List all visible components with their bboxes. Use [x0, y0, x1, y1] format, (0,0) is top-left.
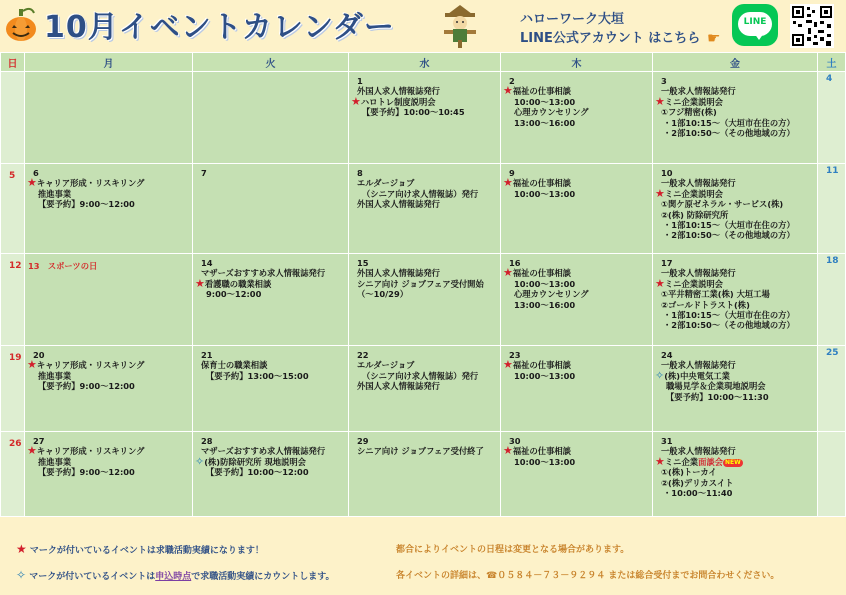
day-cell-sunday: 19 [1, 346, 25, 432]
event-line [656, 210, 815, 220]
event-line [656, 199, 815, 209]
holiday-label: 13 スポーツの日 [28, 261, 98, 271]
event-line [504, 289, 650, 299]
day-number: 1 [357, 76, 363, 86]
event-line [504, 189, 650, 199]
event-text: ・1部10:15～（大垣市在住の方） [663, 310, 795, 321]
day-cell-saturday: 4 [818, 72, 846, 164]
footer-notes [0, 530, 845, 595]
day-number: 22 [357, 350, 369, 360]
event-text: （シニア向け求人情報誌）発行 [362, 370, 479, 381]
event-text: 10:00～13:00 [514, 278, 576, 289]
day-cell [653, 254, 818, 346]
day-cell [653, 72, 818, 164]
star-icon: ★ [351, 94, 361, 108]
event-line [195, 276, 346, 290]
event-text: ハロトレ制度説明会 [360, 96, 436, 107]
event-text: 福祉の仕事相談 [512, 86, 571, 97]
event-line [352, 371, 498, 381]
week-row [1, 432, 846, 517]
event-line [28, 381, 190, 391]
event-text: 一般求人情報誌発行 [661, 268, 736, 279]
event-text: ・2部10:50～（その他地域の方） [663, 128, 795, 139]
event-text: 【要予約】10:00～12:00 [206, 467, 309, 478]
event-line [352, 107, 498, 117]
event-line [504, 457, 650, 467]
event-line [352, 178, 498, 188]
star-icon: ★ [503, 84, 513, 98]
page-title: 10月イベントカレンダー [44, 10, 395, 45]
sparkle-icon: ✧ [16, 568, 27, 582]
day-number: 20 [33, 350, 45, 360]
event-line [656, 381, 815, 391]
event-line [28, 371, 190, 381]
event-line [28, 467, 190, 477]
event-line [352, 360, 498, 370]
day-number: 14 [201, 258, 213, 268]
day-cell [25, 72, 193, 164]
event-text: マザーズおすすめ求人情報誌発行 [201, 446, 326, 457]
event-text: 10:00～13:00 [514, 188, 576, 199]
day-number: 28 [201, 436, 213, 446]
event-line [196, 360, 346, 370]
event-text: 一般求人情報誌発行 [661, 86, 736, 97]
star-icon: ★ [27, 358, 37, 372]
star-icon: ★ [503, 266, 513, 280]
event-text: 福祉の仕事相談 [512, 446, 571, 457]
day-number: 3 [661, 76, 667, 86]
event-text: 外国人求人情報誌発行 [357, 381, 440, 392]
weekday-tue: 火 [193, 53, 349, 72]
event-line [28, 189, 190, 199]
day-number: 16 [509, 258, 521, 268]
event-text: 10:00～13:00 [514, 370, 576, 381]
new-badge: NEW [724, 458, 741, 466]
sparkle-icon: ✧ [655, 368, 665, 382]
event-text: ・1部10:15～（大垣市在住の方） [663, 117, 795, 128]
event-text: シニア向け ジョブフェア受付開始 [357, 278, 484, 289]
event-line [655, 276, 815, 290]
star-icon: ★ [16, 542, 27, 556]
weekday-mon: 月 [25, 53, 193, 72]
event-text: シニア向け ジョブフェア受付終了 [357, 446, 484, 457]
day-cell [193, 72, 349, 164]
week-row [1, 254, 846, 346]
event-text: ミニ企業 [664, 456, 699, 467]
event-text: 一般求人情報誌発行 [661, 360, 736, 371]
line-logo-text: LINE [743, 17, 767, 27]
scarecrow-icon [442, 4, 478, 48]
event-line [28, 446, 190, 456]
event-line [504, 360, 650, 370]
event-text: 13:00～16:00 [514, 117, 576, 128]
star-icon: ★ [27, 176, 37, 190]
day-cell [25, 254, 193, 346]
day-cell [653, 164, 818, 254]
star-icon: ★ [503, 444, 513, 458]
event-text: ②(株) 防除研究所 [661, 209, 729, 220]
line-account-link[interactable]: LINE公式アカウント はこちら [520, 31, 701, 46]
event-text: キャリア形成・リスキリング [36, 446, 145, 457]
day-cell-sunday: 26 [1, 432, 25, 517]
event-text: 推進事業 [38, 370, 72, 381]
event-text: 【要予約】10:00～10:45 [362, 107, 465, 118]
event-line [655, 454, 815, 468]
day-cell [349, 432, 501, 517]
event-text: 13:00～16:00 [514, 299, 576, 310]
weekday-header-row [1, 53, 846, 72]
event-line [655, 368, 815, 382]
event-line [28, 199, 190, 209]
event-line [352, 279, 498, 289]
event-text: ①関ケ原ゼネラル・サービス(株) [661, 199, 784, 210]
star-icon: ★ [655, 276, 665, 290]
event-text: ・2部10:50～（その他地域の方） [663, 230, 795, 241]
event-text: 【要予約】9:00～12:00 [38, 381, 135, 392]
event-text: 推進事業 [38, 456, 72, 467]
event-line [504, 300, 650, 310]
page-header [0, 0, 845, 52]
day-cell-saturday: 25 [818, 346, 846, 432]
event-text: 一般求人情報誌発行 [661, 446, 736, 457]
day-number: 23 [509, 350, 521, 360]
event-line [656, 478, 815, 488]
contact-note: 各イベントの詳細は、☎０５８４－７３－９２９４ または総合受付までお問合わせください。 [396, 571, 780, 581]
day-cell-saturday [818, 432, 846, 517]
event-text: エルダージョブ [357, 178, 415, 189]
event-text: 福祉の仕事相談 [512, 268, 571, 279]
event-line [656, 289, 815, 299]
event-text: 福祉の仕事相談 [512, 178, 571, 189]
event-line [504, 446, 650, 456]
event-line [656, 392, 815, 402]
event-text: 外国人求人情報誌発行 [357, 268, 440, 279]
star-icon: ★ [655, 186, 665, 200]
event-text: マザーズおすすめ求人情報誌発行 [201, 268, 326, 279]
event-text: 【要予約】9:00～12:00 [38, 467, 135, 478]
sparkle-legend-pre: マークが付いているイベントは [29, 572, 156, 582]
day-cell [653, 346, 818, 432]
day-cell-sunday [1, 72, 25, 164]
pointing-hand-icon: ☛ [707, 29, 721, 47]
event-line [656, 300, 815, 310]
event-line [195, 454, 346, 468]
event-line [28, 457, 190, 467]
event-line [656, 488, 815, 498]
day-cell [349, 346, 501, 432]
event-line [504, 86, 650, 96]
event-text: 【要予約】9:00～12:00 [38, 199, 135, 210]
day-cell [501, 346, 653, 432]
event-text: 心理カウンセリング [514, 107, 589, 118]
weekday-wed: 水 [349, 53, 501, 72]
event-text: 心理カウンセリング [514, 289, 589, 300]
event-text: ミニ企業説明会 [664, 96, 723, 107]
sparkle-legend-post: で求職活動実績にカウントします。 [191, 572, 335, 582]
day-cell [501, 432, 653, 517]
day-cell [25, 164, 193, 254]
event-line [196, 289, 346, 299]
event-line [656, 220, 815, 230]
event-line [656, 128, 815, 138]
day-cell-sunday: 12 [1, 254, 25, 346]
event-text: 10:00～13:00 [514, 96, 576, 107]
day-number: 15 [357, 258, 369, 268]
event-line [28, 178, 190, 188]
office-name: ハローワーク大垣 [520, 12, 625, 27]
event-text: 【要予約】13:00～15:00 [206, 370, 309, 381]
day-number: 21 [201, 350, 213, 360]
weekday-sun: 日 [1, 53, 25, 72]
sparkle-icon: ✧ [195, 454, 205, 468]
event-line [655, 94, 815, 108]
event-line [196, 446, 346, 456]
day-number: 24 [661, 350, 673, 360]
event-line [504, 107, 650, 117]
qr-code[interactable] [790, 4, 834, 48]
star-icon: ★ [503, 358, 513, 372]
event-text: ①(株)トーカイ [661, 467, 717, 478]
event-text: (株)防除研究所 現地説明会 [204, 456, 306, 467]
event-line [504, 118, 650, 128]
event-text: 保育士の職業相談 [201, 360, 268, 371]
event-line [656, 230, 815, 240]
event-line [656, 310, 815, 320]
weekday-fri: 金 [653, 53, 818, 72]
calendar-grid [0, 52, 846, 517]
day-cell-saturday: 11 [818, 164, 846, 254]
event-text: （シニア向け求人情報誌）発行 [362, 188, 479, 199]
event-text: 10:00～13:00 [514, 456, 576, 467]
day-number: 2 [509, 76, 515, 86]
event-line [504, 268, 650, 278]
event-text: ②ゴールドトラスト(株) [661, 299, 750, 310]
day-number: 10 [661, 168, 673, 178]
event-text: ①フジ精密(株) [661, 107, 717, 118]
event-text: 9:00～12:00 [206, 289, 262, 300]
event-line [196, 371, 346, 381]
sparkle-legend [16, 568, 335, 582]
event-text: キャリア形成・リスキリング [36, 360, 145, 371]
event-text: ・10:00～11:40 [663, 488, 733, 499]
event-line [352, 446, 498, 456]
star-legend [16, 542, 264, 556]
event-text: 外国人求人情報誌発行 [357, 199, 440, 210]
day-cell [193, 164, 349, 254]
event-text: ミニ企業説明会 [664, 188, 723, 199]
star-icon: ★ [195, 276, 205, 290]
star-legend-text: マークが付いているイベントは求職活動実績になります！ [29, 546, 264, 556]
day-number: 30 [509, 436, 521, 446]
star-icon: ★ [655, 454, 665, 468]
event-line [28, 360, 190, 370]
event-line [656, 446, 815, 456]
event-text: キャリア形成・リスキリング [36, 178, 145, 189]
event-text: 一般求人情報誌発行 [661, 178, 736, 189]
event-text: (株)中央電気工業 [664, 370, 730, 381]
day-cell [349, 72, 501, 164]
star-icon: ★ [27, 444, 37, 458]
day-cell [349, 164, 501, 254]
event-text: 【要予約】10:00～11:30 [666, 391, 769, 402]
day-cell [193, 432, 349, 517]
day-cell [349, 254, 501, 346]
day-number: 27 [33, 436, 45, 446]
event-line [655, 186, 815, 200]
event-line [352, 289, 498, 299]
day-cell [25, 432, 193, 517]
day-number: 7 [201, 168, 207, 178]
week-row [1, 164, 846, 254]
day-cell [501, 72, 653, 164]
event-line [656, 107, 815, 117]
day-cell-sunday: 5 [1, 164, 25, 254]
event-line [196, 268, 346, 278]
event-text: ①平井精密工業(株) 大垣工場 [661, 289, 770, 300]
day-number: 9 [509, 168, 515, 178]
star-icon: ★ [503, 176, 513, 190]
event-line [352, 268, 498, 278]
event-text: （～10/29） [357, 289, 409, 300]
event-text: 看護職の職業相談 [204, 278, 272, 289]
event-line [656, 86, 815, 96]
event-line [504, 97, 650, 107]
event-line [656, 178, 815, 188]
event-line [656, 118, 815, 128]
day-cell-saturday: 18 [818, 254, 846, 346]
event-line [352, 381, 498, 391]
day-cell [25, 346, 193, 432]
event-line [351, 94, 498, 108]
day-cell [501, 164, 653, 254]
star-icon: ★ [655, 94, 665, 108]
week-row [1, 346, 846, 432]
event-text: 外国人求人情報誌発行 [357, 86, 440, 97]
schedule-change-note: 都合によりイベントの日程は変更となる場合があります。 [396, 545, 630, 555]
event-text: ・2部10:50～（その他地域の方） [663, 320, 795, 331]
day-number: 6 [33, 168, 39, 178]
sparkle-legend-underline: 申込時点 [155, 572, 192, 582]
line-logo[interactable] [732, 4, 778, 46]
event-line [656, 320, 815, 330]
event-line [352, 199, 498, 209]
weekday-thu: 木 [501, 53, 653, 72]
event-text: 職場見学＆企業現地説明会 [666, 381, 766, 392]
event-line [656, 467, 815, 477]
event-line [504, 178, 650, 188]
event-text-highlight: 面談会 [698, 456, 723, 467]
event-line [504, 371, 650, 381]
event-line [352, 86, 498, 96]
event-line [196, 467, 346, 477]
event-text: ・1部10:15～（大垣市在住の方） [663, 220, 795, 231]
day-cell [653, 432, 818, 517]
event-text: エルダージョブ [357, 360, 415, 371]
week-row [1, 72, 846, 164]
weekday-sat: 土 [818, 53, 846, 72]
day-number: 29 [357, 436, 369, 446]
event-text: 福祉の仕事相談 [512, 360, 571, 371]
day-number: 8 [357, 168, 363, 178]
event-text: 推進事業 [38, 188, 72, 199]
event-line [656, 360, 815, 370]
day-cell [193, 346, 349, 432]
event-line [352, 189, 498, 199]
event-line [656, 268, 815, 278]
day-cell [501, 254, 653, 346]
event-text: ②(株)デリカスイト [661, 477, 734, 488]
pumpkin-icon [4, 6, 38, 44]
day-number: 17 [661, 258, 673, 268]
day-cell [193, 254, 349, 346]
event-text: ミニ企業説明会 [664, 278, 723, 289]
day-number: 31 [661, 436, 673, 446]
event-line [504, 279, 650, 289]
